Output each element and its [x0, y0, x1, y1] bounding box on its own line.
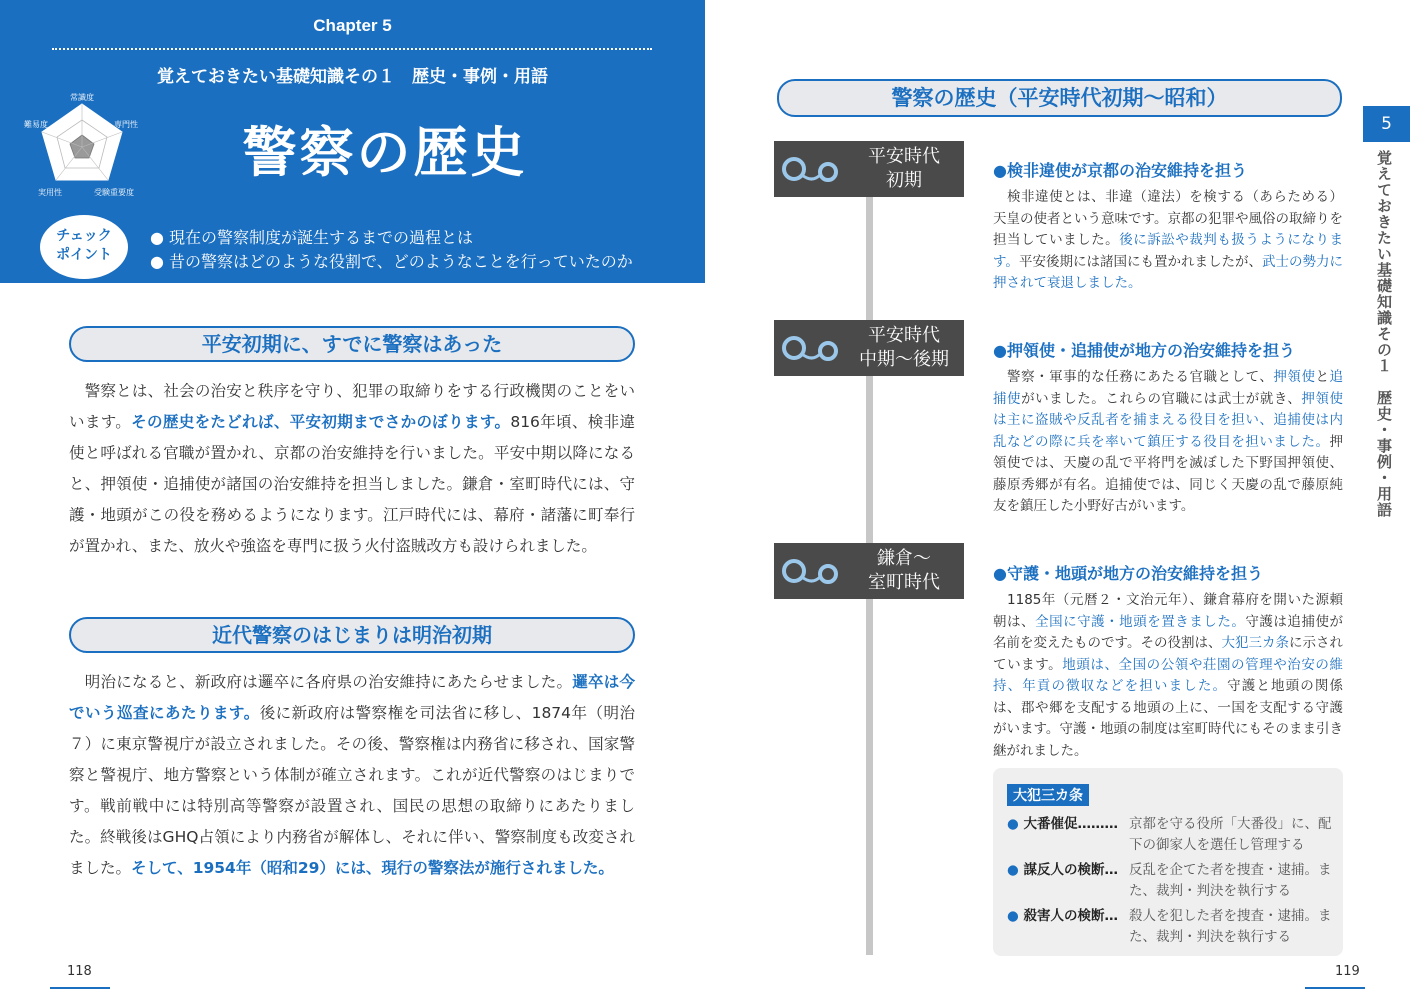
handcuffs-icon [780, 332, 844, 364]
highlight-text: 大犯三カ条 [1221, 635, 1289, 651]
chapter-label: Chapter 5 [313, 16, 392, 35]
era-heian-early [774, 141, 964, 197]
term-name: 殺害人の検断 [1023, 908, 1105, 924]
body-text: 検非違使とは、非違（違法）を検する（あらためる）天皇の使者という意味です。京都の犯罪や風俗の取締りを担当していました。 [993, 189, 1343, 248]
right-page [705, 0, 1410, 1000]
topic-text [993, 367, 1343, 518]
radar-label-practical: 実用性 [38, 188, 62, 197]
term-name: 謀反人の検断 [1023, 862, 1105, 878]
body-text: と [1315, 369, 1330, 385]
radar-label-expertise: 専門性 [114, 120, 138, 129]
radar-chart-icon [22, 92, 142, 202]
topic-title: ●押領使・追捕使が地方の治安維持を担う [993, 341, 1295, 360]
era-label-line1: 鎌倉～ [877, 548, 931, 569]
highlight-text: 全国に守護・地頭を置きました。 [1035, 613, 1246, 630]
section-heading-meiji: 近代警察のはじまりは明治初期 [69, 617, 635, 653]
check-point-item: ● 昔の警察はどのような役割で、どのようなことを行っていたのか [150, 252, 633, 271]
era-label-line2: 室町時代 [868, 572, 940, 593]
handcuffs-icon [780, 153, 844, 185]
body-text: に示されています。 [993, 635, 1344, 673]
chapter-header [0, 0, 705, 283]
timeline-heading: 警察の歴史（平安時代初期～昭和） [777, 79, 1342, 117]
check-label-line2: ポイント [56, 247, 112, 263]
bullet-icon: ● [1007, 862, 1024, 878]
page-number: 118 [67, 964, 92, 979]
topic-text [993, 590, 1343, 762]
list-item [1007, 814, 1332, 853]
body-text: 守護と地頭の関係は、郡や郷を支配する地頭の上に、一国を支配する守護がいます。守護・地頭の制度は室町時代にもそのまま引き継がれました。 [993, 678, 1344, 759]
term-description: 殺人を犯した者を捜査・逮捕。また、裁判・判決を執行する [1129, 908, 1332, 945]
term-name: 大番催促 [1023, 816, 1078, 832]
era-label-line2: 中期～後期 [859, 349, 949, 370]
era-label [846, 547, 962, 595]
body-text: 警察とは、社会の治安と秩序を守り、犯罪の取締りをする行政機関のことをいいます。 [69, 382, 635, 431]
radar-label-difficulty: 難易度 [24, 120, 48, 129]
highlight-text: 地頭は、全国の公領や荘園の管理や治安の維持、年貢の徴収などを担いました。 [993, 656, 1343, 694]
era-label [846, 324, 962, 372]
body-text: 816年頃、検非違使と呼ばれる官職が置かれ、京都の治安維持を行いました。平安中期以降になると、押領使・追捕使が諸国の治安維持を担当しました。鎌倉・室町時代には、守護・地頭がこの役を務めるようになります。江戸時代には、幕府・諸藩に町奉行が置かれ、また、放火や強盗を専門に扱う火付盗賊改方も設けられました。 [69, 413, 636, 555]
highlight-text: 武士の勢力に押されて衰退しました。 [993, 253, 1344, 291]
list-item [1007, 860, 1332, 899]
term-description: 反乱を企てた者を捜査・逮捕。また、裁判・判決を執行する [1129, 862, 1332, 899]
body-text: 1185年（元暦２・文治元年）、鎌倉幕府を開いた源頼朝は、 [993, 592, 1343, 630]
leader-dots: … [1104, 908, 1118, 924]
highlight-text: 後に訴訟や裁判も扱うようになります。 [993, 232, 1343, 270]
section-heading-heian: 平安初期に、すでに警察はあった [69, 326, 635, 362]
daibon-sankajo-box [993, 768, 1343, 956]
era-kamakura-muromachi [774, 543, 964, 599]
box-label: 大犯三カ条 [1007, 784, 1089, 806]
check-point-badge [40, 215, 128, 279]
body-text: 平安後期には諸国にも置かれましたが、 [1018, 253, 1262, 270]
body-text: がいました。これらの官職には武士が就き、 [1021, 390, 1302, 407]
highlight-text: 追捕使 [993, 369, 1344, 407]
radar-label-importance: 受験重要度 [94, 188, 134, 197]
check-label-line1: チェック [56, 228, 112, 244]
leader-dots: … [1104, 862, 1118, 878]
check-point-item: ● 現在の警察制度が誕生するまでの過程とは [150, 228, 474, 247]
body-text: 明治になると、新政府は邏卒に各府県の治安維持にあたらせました。 [69, 673, 573, 691]
page-number: 119 [1335, 964, 1360, 979]
radar-chart [22, 92, 142, 202]
era-label-line1: 平安時代 [868, 146, 940, 167]
page-title: 警察の歴史 [242, 121, 528, 184]
highlight-text: そして、1954年（昭和29）には、現行の警察法が施行されました。 [131, 859, 614, 877]
highlight-text: 押領使 [1273, 369, 1316, 385]
chapter-tab: 5 [1363, 106, 1410, 142]
chapter-subtitle: 覚えておきたい基礎知識その１ 歴史・事例・用語 [157, 67, 548, 87]
handcuffs-icon [780, 555, 844, 587]
topic-title: ●守護・地頭が地方の治安維持を担う [993, 564, 1263, 583]
term-description: 京都を守る役所「大番役」に、配下の御家人を選任し管理する [1129, 816, 1332, 853]
bullet-icon: ● [1007, 816, 1024, 832]
highlight-text: 邏卒は今でいう巡査にあたります。 [69, 673, 635, 722]
side-running-head: 覚えておきたい基礎知識その１ 歴史・事例・用語 [1375, 150, 1393, 518]
body-text: 押領使では、天慶の乱で平将門を滅ぼした下野国押領使、藤原秀郷が有名。追捕使では、同じく天慶の乱で藤原純友を鎮圧した小野好古がいます。 [993, 433, 1343, 514]
body-text: 警察・軍事的な任務にあたる官職として、 [993, 369, 1274, 385]
page-number-rule [50, 987, 110, 989]
highlight-text: その歴史をたどれば、平安初期までさかのぼります。 [131, 413, 511, 431]
bullet-icon: ● [1007, 908, 1024, 924]
body-text: 後に新政府は警察権を司法省に移し、1874年（明治７）に東京警視庁が設立されました。その後、警察権は内務省に移され、国家警察と警視庁、地方警察という体制が確立されます。これが近代警察のはじまりです。戦前戦中には特別高等警察が設置され、国民の思想の取締りにあたりました。終戦後はGHQ占領により内務省が解体し、それに伴い、警察制度も改変されました。 [69, 704, 635, 877]
list-item [1007, 906, 1332, 945]
era-heian-mid-late [774, 320, 964, 376]
body-text: 守護は追捕使が名前を変えたものです。その役割は、 [993, 613, 1343, 651]
dotted-divider [52, 48, 652, 50]
section-body-meiji [69, 667, 635, 884]
topic-text [993, 187, 1343, 295]
leader-dots: ……… [1077, 816, 1118, 832]
topic-title: ●検非違使が京都の治安維持を担う [993, 161, 1247, 180]
highlight-text: 押領使は主に盗賊や反乱者を捕まえる役目を担い、追捕使は内乱などの際に兵を率いて鎮圧する役目を担いました。 [993, 390, 1344, 450]
radar-label-common: 常識度 [70, 93, 94, 102]
era-label-line2: 初期 [886, 170, 922, 191]
era-label-line1: 平安時代 [868, 325, 940, 346]
page-number-rule [1305, 987, 1365, 989]
section-body-heian [69, 376, 635, 562]
check-point-list [150, 226, 633, 274]
era-label [846, 145, 962, 193]
